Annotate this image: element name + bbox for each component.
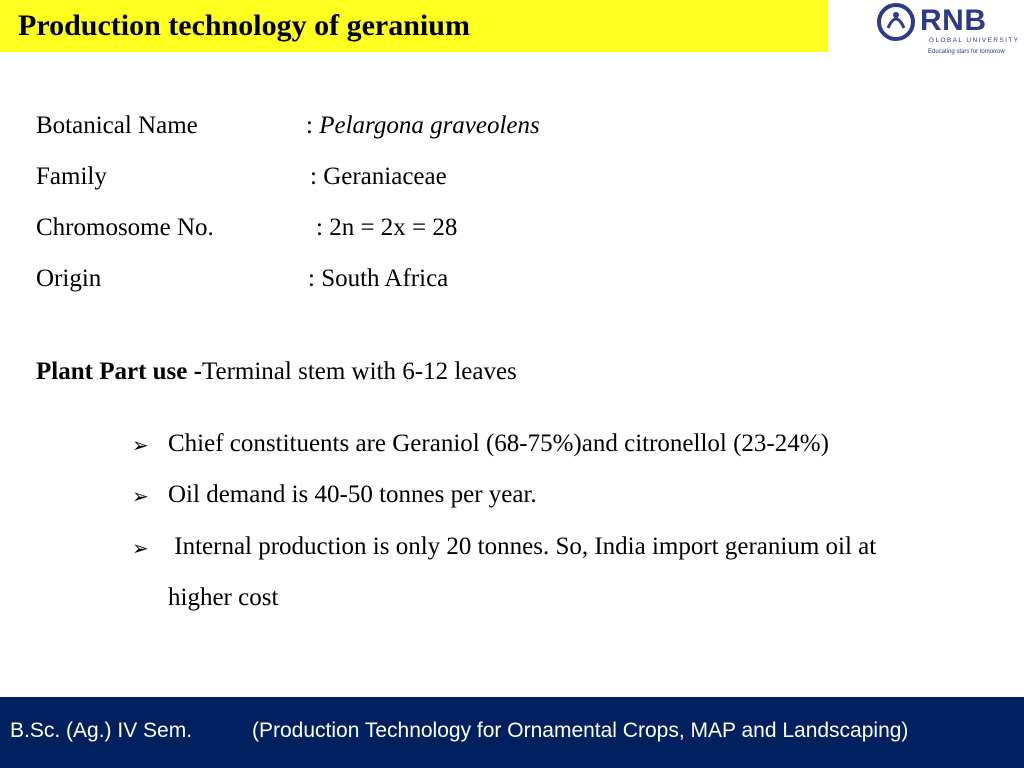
footer-course: B.Sc. (Ag.) IV Sem. [10,719,193,742]
info-label: Family [36,163,107,190]
arrow-bullet-icon: ➢ [132,484,149,508]
info-label: Origin [36,265,102,292]
info-label: Chromosome No. [36,214,214,241]
bullet-text: Chief constituents are Geraniol (68-75%)and citronellol (23-24%) [168,430,829,457]
bullet-text: Internal production is only 20 tonnes. So, India import geranium oil at [168,533,877,560]
info-value: : 2n = 2x = 28 [316,214,458,241]
info-value: : South Africa [308,265,449,292]
info-value: : Geraniaceae [310,163,447,190]
logo-brand: RNB [920,4,987,37]
info-value: : Pelargona graveolens [306,112,540,139]
slide-title: Production technology of geranium [18,9,470,42]
bullet-text: higher cost [168,584,279,611]
footer-bar [0,697,1024,768]
info-label: Botanical Name [36,112,198,139]
logo-subtitle: GLOBAL UNIVERSITY [929,37,1020,44]
title-bar [0,0,828,52]
plant-part-label: Plant Part use - [36,358,202,385]
arrow-bullet-icon: ➢ [132,536,149,560]
logo-tagline: Educating stars for tomorrow [928,49,1005,55]
plant-part-use [36,358,517,386]
university-logo [876,2,1022,60]
arrow-bullet-icon: ➢ [132,433,149,457]
footer-subject: (Production Technology for Ornamental Crops, MAP and Landscaping) [252,719,909,742]
plant-part-value: Terminal stem with 6-12 leaves [201,358,517,385]
bullet-text: Oil demand is 40-50 tonnes per year. [168,481,537,508]
logo-emblem-icon [876,2,916,42]
